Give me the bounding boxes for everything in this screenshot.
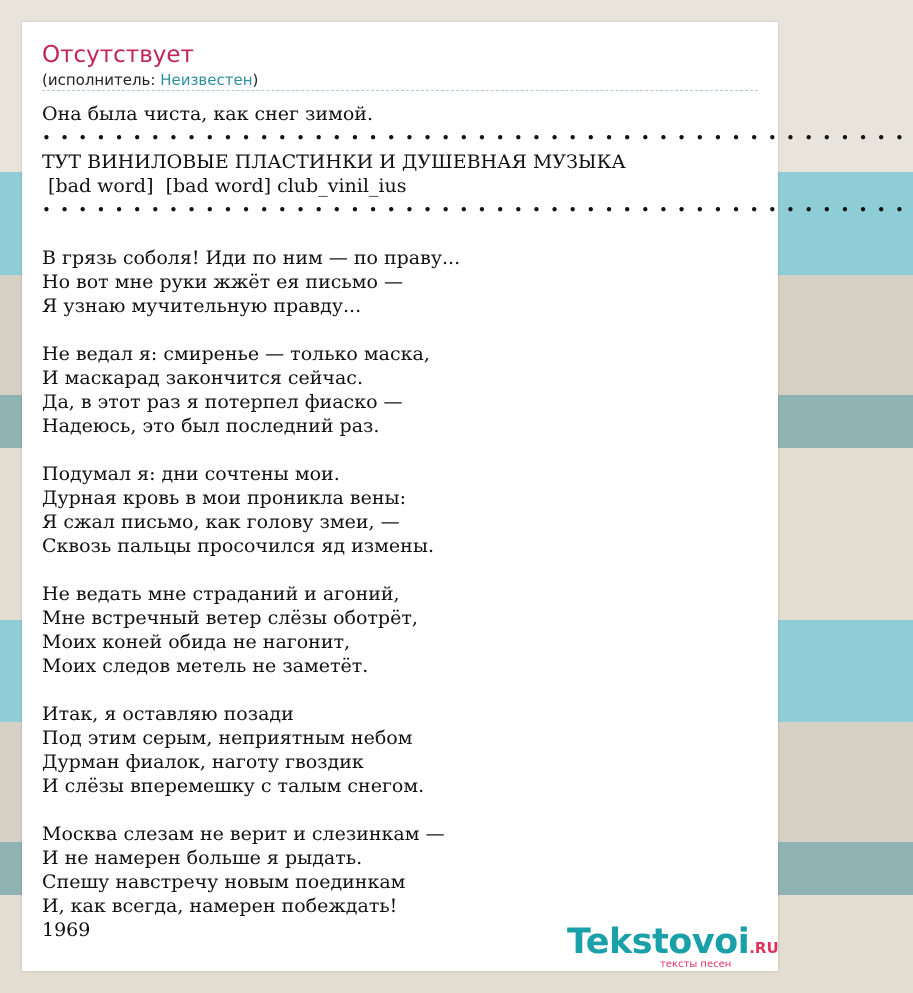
intro-line: Она была чиста, как снег зимой.: [42, 103, 373, 125]
stanzas: [42, 246, 776, 942]
artist-suffix: ): [252, 71, 259, 89]
lyric-line: Москва слезам не верит и слезинкам —: [42, 823, 445, 845]
lyric-line: Я сжал письмо, как голову змеи, —: [42, 511, 400, 533]
lyric-line: Дурман фиалок, наготу гвоздик: [42, 751, 364, 773]
logo-tagline: тексты песен: [660, 959, 732, 970]
bullet-divider-bottom: ••••••••••••••••••••••••••••••••••••••••••••••••: [42, 201, 913, 219]
lyric-line: И маскарад закончится сейчас.: [42, 367, 363, 389]
logo-wordmark: Tekstovoi: [567, 922, 750, 962]
artist-link[interactable]: Неизвестен: [160, 71, 253, 89]
lyric-line: В грязь соболя! Иди по ним — по праву...: [42, 247, 461, 269]
lyrics-text: [42, 102, 913, 942]
lyric-line: Итак, я оставляю позади: [42, 703, 294, 725]
lyric-line: Не ведать мне страданий и агоний,: [42, 583, 400, 605]
lyric-line: Надеюсь, это был последний раз.: [42, 415, 380, 437]
lyric-line: Не ведал я: смиренье — только маска,: [42, 343, 430, 365]
lyric-line: Сквозь пальцы просочился яд измены.: [42, 535, 434, 557]
lyric-line: Но вот мне руки жжёт ея письмо —: [42, 271, 403, 293]
lyric-line: Моих следов метель не заметёт.: [42, 655, 369, 677]
lyric-line: 1969: [42, 919, 91, 941]
header-divider: [42, 90, 758, 91]
lyric-line: И не намерен больше я рыдать.: [42, 847, 363, 869]
lyric-line: Моих коней обида не нагонит,: [42, 631, 351, 653]
promo-line-2: [bad word] [bad word] club_vinil_ius: [42, 175, 407, 197]
artist-line: [42, 71, 258, 89]
lyric-line: Подумал я: дни сочтены мои.: [42, 463, 340, 485]
artist-prefix: (исполнитель:: [42, 71, 161, 89]
lyric-line: Да, в этот раз я потерпел фиаско —: [42, 391, 403, 413]
lyric-line: Дурная кровь в мои проникла вены:: [42, 487, 407, 509]
lyrics-card: [22, 22, 913, 971]
lyric-line: Спешу навстречу новым поединкам: [42, 871, 406, 893]
lyric-line: Мне встречный ветер слёзы оботрёт,: [42, 607, 418, 629]
lyric-line: И, как всегда, намерен побеждать!: [42, 895, 398, 917]
bullet-divider-top: ••••••••••••••••••••••••••••••••••••••••••••••••: [42, 129, 913, 147]
lyric-line: Я узнаю мучительную правду...: [42, 295, 362, 317]
song-title: Отсутствует: [42, 42, 194, 68]
lyric-line: Под этим серым, неприятным небом: [42, 727, 413, 749]
logo-tld: .RU: [749, 939, 779, 957]
lyric-line: И слёзы вперемешку с талым снегом.: [42, 775, 425, 797]
promo-line-1: ТУТ ВИНИЛОВЫЕ ПЛАСТИНКИ И ДУШЕВНАЯ МУЗЫКА: [42, 151, 626, 173]
site-logo[interactable]: [567, 922, 779, 970]
